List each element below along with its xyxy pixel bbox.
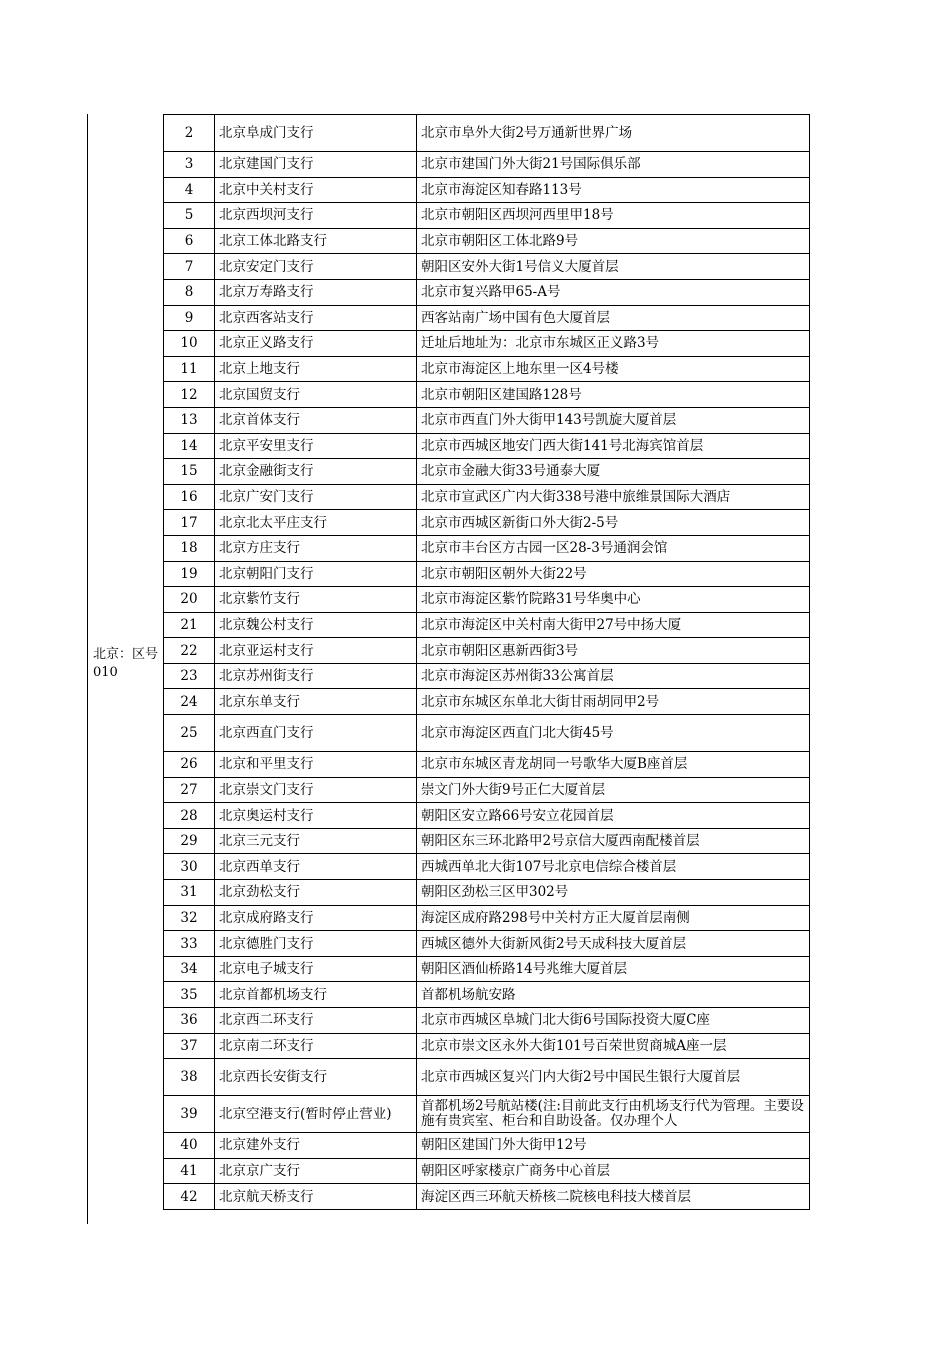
table-row <box>164 459 810 485</box>
table-row <box>164 356 810 382</box>
branch-address: 北京市复兴路甲65-A号 <box>417 279 810 305</box>
table-row <box>164 777 810 803</box>
row-number: 19 <box>164 561 215 587</box>
table-row <box>164 854 810 880</box>
row-number: 5 <box>164 203 215 229</box>
table-row <box>164 115 810 152</box>
branch-address: 北京市朝阳区惠新西街3号 <box>417 638 810 664</box>
branch-address: 朝阳区呼家楼京广商务中心首层 <box>417 1158 810 1184</box>
branch-name: 北京亚运村支行 <box>215 638 417 664</box>
branch-address: 北京市西城区复兴门内大街2号中国民生银行大厦首层 <box>417 1059 810 1096</box>
table-row <box>164 715 810 752</box>
branch-address: 朝阳区安外大街1号信义大厦首层 <box>417 254 810 280</box>
branch-name: 北京西单支行 <box>215 854 417 880</box>
row-number: 42 <box>164 1184 215 1210</box>
row-number: 21 <box>164 612 215 638</box>
row-number: 41 <box>164 1158 215 1184</box>
branch-address: 北京市金融大街33号通泰大厦 <box>417 459 810 485</box>
branch-name: 北京国贸支行 <box>215 382 417 408</box>
branch-address-text: 首都机场2号航站楼(注:目前此支行由机场支行代为管理。主要设施有贵宾室、柜台和自助设备。仅办理个人 <box>421 1099 804 1130</box>
branch-address: 北京市海淀区中关村南大街甲27号中扬大厦 <box>417 612 810 638</box>
row-number: 6 <box>164 228 215 254</box>
branch-address: 海淀区西三环航天桥核二院核电科技大楼首层 <box>417 1184 810 1210</box>
row-number: 13 <box>164 407 215 433</box>
branch-name: 北京朝阳门支行 <box>215 561 417 587</box>
row-number: 31 <box>164 880 215 906</box>
branch-address: 北京市崇文区永外大街101号百荣世贸商城A座一层 <box>417 1033 810 1059</box>
branch-name: 北京建外支行 <box>215 1133 417 1159</box>
branch-address: 北京市东城区青龙胡同一号歌华大厦B座首层 <box>417 752 810 778</box>
table-row <box>164 982 810 1008</box>
row-number: 32 <box>164 905 215 931</box>
branch-address: 北京市朝阳区西坝河西里甲18号 <box>417 203 810 229</box>
row-number: 27 <box>164 777 215 803</box>
branch-name: 北京京广支行 <box>215 1158 417 1184</box>
row-number: 34 <box>164 956 215 982</box>
table-row <box>164 305 810 331</box>
table-row <box>164 803 810 829</box>
branch-name: 北京金融街支行 <box>215 459 417 485</box>
table-row <box>164 484 810 510</box>
branch-name: 北京德胜门支行 <box>215 931 417 957</box>
table-row <box>164 828 810 854</box>
table-row <box>164 433 810 459</box>
row-number: 40 <box>164 1133 215 1159</box>
row-number: 29 <box>164 828 215 854</box>
row-number: 16 <box>164 484 215 510</box>
row-number: 33 <box>164 931 215 957</box>
branch-address: 北京市丰台区方古园一区28-3号通润会馆 <box>417 535 810 561</box>
branch-address: 朝阳区酒仙桥路14号兆维大厦首层 <box>417 956 810 982</box>
row-number: 4 <box>164 177 215 203</box>
branch-name: 北京崇文门支行 <box>215 777 417 803</box>
row-number: 38 <box>164 1059 215 1096</box>
table-row <box>164 561 810 587</box>
branch-address: 北京市宣武区广内大街338号港中旅维景国际大酒店 <box>417 484 810 510</box>
row-number: 25 <box>164 715 215 752</box>
branch-name: 北京三元支行 <box>215 828 417 854</box>
branch-address: 首都机场航安路 <box>417 982 810 1008</box>
branch-address: 朝阳区建国门外大街甲12号 <box>417 1133 810 1159</box>
branch-name: 北京阜成门支行 <box>215 115 417 152</box>
branch-name: 北京上地支行 <box>215 356 417 382</box>
branch-name: 北京广安门支行 <box>215 484 417 510</box>
region-label: 北京：区号010 <box>93 647 159 680</box>
row-number: 30 <box>164 854 215 880</box>
row-number: 20 <box>164 587 215 613</box>
branch-address: 西客站南广场中国有色大厦首层 <box>417 305 810 331</box>
table-row <box>164 382 810 408</box>
row-number: 37 <box>164 1033 215 1059</box>
left-column-border <box>87 114 88 1224</box>
branch-name: 北京工体北路支行 <box>215 228 417 254</box>
branch-name: 北京紫竹支行 <box>215 587 417 613</box>
branch-name <box>215 1096 417 1133</box>
branch-name: 北京建国门支行 <box>215 152 417 178</box>
row-number: 7 <box>164 254 215 280</box>
table-row <box>164 1059 810 1096</box>
branch-name: 北京首体支行 <box>215 407 417 433</box>
branch-address: 迁址后地址为：北京市东城区正义路3号 <box>417 331 810 357</box>
row-number: 11 <box>164 356 215 382</box>
branch-name: 北京安定门支行 <box>215 254 417 280</box>
branch-address: 北京市东城区东单北大街甘雨胡同甲2号 <box>417 689 810 715</box>
branch-name-text: 北京空港支行(暂时停止营业) <box>219 1106 392 1122</box>
table-row <box>164 510 810 536</box>
row-number: 39 <box>164 1096 215 1133</box>
row-number: 36 <box>164 1008 215 1034</box>
branch-address: 北京市海淀区紫竹院路31号华奥中心 <box>417 587 810 613</box>
branch-name: 北京苏州街支行 <box>215 663 417 689</box>
table-row <box>164 228 810 254</box>
row-number: 18 <box>164 535 215 561</box>
branch-address: 朝阳区劲松三区甲302号 <box>417 880 810 906</box>
row-number: 15 <box>164 459 215 485</box>
branch-address: 北京市海淀区西直门北大街45号 <box>417 715 810 752</box>
branch-name: 北京和平里支行 <box>215 752 417 778</box>
branch-name: 北京魏公村支行 <box>215 612 417 638</box>
branch-name: 北京方庄支行 <box>215 535 417 561</box>
table-row <box>164 177 810 203</box>
row-number: 17 <box>164 510 215 536</box>
table-row <box>164 1033 810 1059</box>
table-row <box>164 638 810 664</box>
branch-name: 北京电子城支行 <box>215 956 417 982</box>
branch-name: 北京成府路支行 <box>215 905 417 931</box>
row-number: 10 <box>164 331 215 357</box>
table-row <box>164 1184 810 1210</box>
branch-name: 北京西坝河支行 <box>215 203 417 229</box>
branch-name: 北京北太平庄支行 <box>215 510 417 536</box>
table-row <box>164 1158 810 1184</box>
table-row <box>164 1096 810 1133</box>
branch-address: 北京市西直门外大街甲143号凯旋大厦首层 <box>417 407 810 433</box>
branch-table-body <box>164 115 810 1210</box>
branch-address: 朝阳区安立路66号安立花园首层 <box>417 803 810 829</box>
branch-name: 北京航天桥支行 <box>215 1184 417 1210</box>
branch-name: 北京东单支行 <box>215 689 417 715</box>
branch-address: 北京市朝阳区工体北路9号 <box>417 228 810 254</box>
branch-address: 北京市西城区阜城门北大街6号国际投资大厦C座 <box>417 1008 810 1034</box>
branch-address: 北京市海淀区苏州街33公寓首层 <box>417 663 810 689</box>
table-row <box>164 254 810 280</box>
table-row <box>164 152 810 178</box>
branch-address: 海淀区成府路298号中关村方正大厦首层南侧 <box>417 905 810 931</box>
branch-name: 北京西二环支行 <box>215 1008 417 1034</box>
row-number: 24 <box>164 689 215 715</box>
row-number: 26 <box>164 752 215 778</box>
table-row <box>164 880 810 906</box>
branch-name: 北京西客站支行 <box>215 305 417 331</box>
row-number: 12 <box>164 382 215 408</box>
table-row <box>164 689 810 715</box>
branch-name: 北京正义路支行 <box>215 331 417 357</box>
row-number: 22 <box>164 638 215 664</box>
table-row <box>164 663 810 689</box>
branch-address: 北京市海淀区知春路113号 <box>417 177 810 203</box>
row-number: 35 <box>164 982 215 1008</box>
table-row <box>164 905 810 931</box>
branch-name: 北京首都机场支行 <box>215 982 417 1008</box>
branch-name: 北京平安里支行 <box>215 433 417 459</box>
table-row <box>164 587 810 613</box>
branch-address: 北京市建国门外大街21号国际俱乐部 <box>417 152 810 178</box>
branch-name: 北京南二环支行 <box>215 1033 417 1059</box>
branch-name: 北京西直门支行 <box>215 715 417 752</box>
branch-address: 北京市西城区新街口外大街2-5号 <box>417 510 810 536</box>
branch-address: 北京市西城区地安门西大街141号北海宾馆首层 <box>417 433 810 459</box>
branch-address: 北京市朝阳区建国路128号 <box>417 382 810 408</box>
table-row <box>164 279 810 305</box>
branch-table <box>163 114 810 1210</box>
table-row <box>164 535 810 561</box>
row-number: 3 <box>164 152 215 178</box>
row-number: 28 <box>164 803 215 829</box>
table-row <box>164 1133 810 1159</box>
branch-name: 北京中关村支行 <box>215 177 417 203</box>
row-number: 23 <box>164 663 215 689</box>
table-row <box>164 956 810 982</box>
table-row <box>164 331 810 357</box>
table-row <box>164 612 810 638</box>
table-row <box>164 407 810 433</box>
branch-address: 北京市朝阳区朝外大街22号 <box>417 561 810 587</box>
branch-address: 北京市阜外大街2号万通新世界广场 <box>417 115 810 152</box>
branch-name: 北京西长安街支行 <box>215 1059 417 1096</box>
branch-address <box>417 1096 810 1133</box>
branch-address: 西城西单北大街107号北京电信综合楼首层 <box>417 854 810 880</box>
table-row <box>164 1008 810 1034</box>
table-row <box>164 752 810 778</box>
row-number: 14 <box>164 433 215 459</box>
branch-address: 西城区德外大街新风街2号天成科技大厦首层 <box>417 931 810 957</box>
row-number: 8 <box>164 279 215 305</box>
branch-name: 北京万寿路支行 <box>215 279 417 305</box>
branch-name: 北京奥运村支行 <box>215 803 417 829</box>
branch-address: 北京市海淀区上地东里一区4号楼 <box>417 356 810 382</box>
table-row <box>164 203 810 229</box>
row-number: 9 <box>164 305 215 331</box>
branch-name: 北京劲松支行 <box>215 880 417 906</box>
row-number: 2 <box>164 115 215 152</box>
branch-address: 朝阳区东三环北路甲2号京信大厦西南配楼首层 <box>417 828 810 854</box>
table-row <box>164 931 810 957</box>
branch-address: 崇文门外大街9号正仁大厦首层 <box>417 777 810 803</box>
